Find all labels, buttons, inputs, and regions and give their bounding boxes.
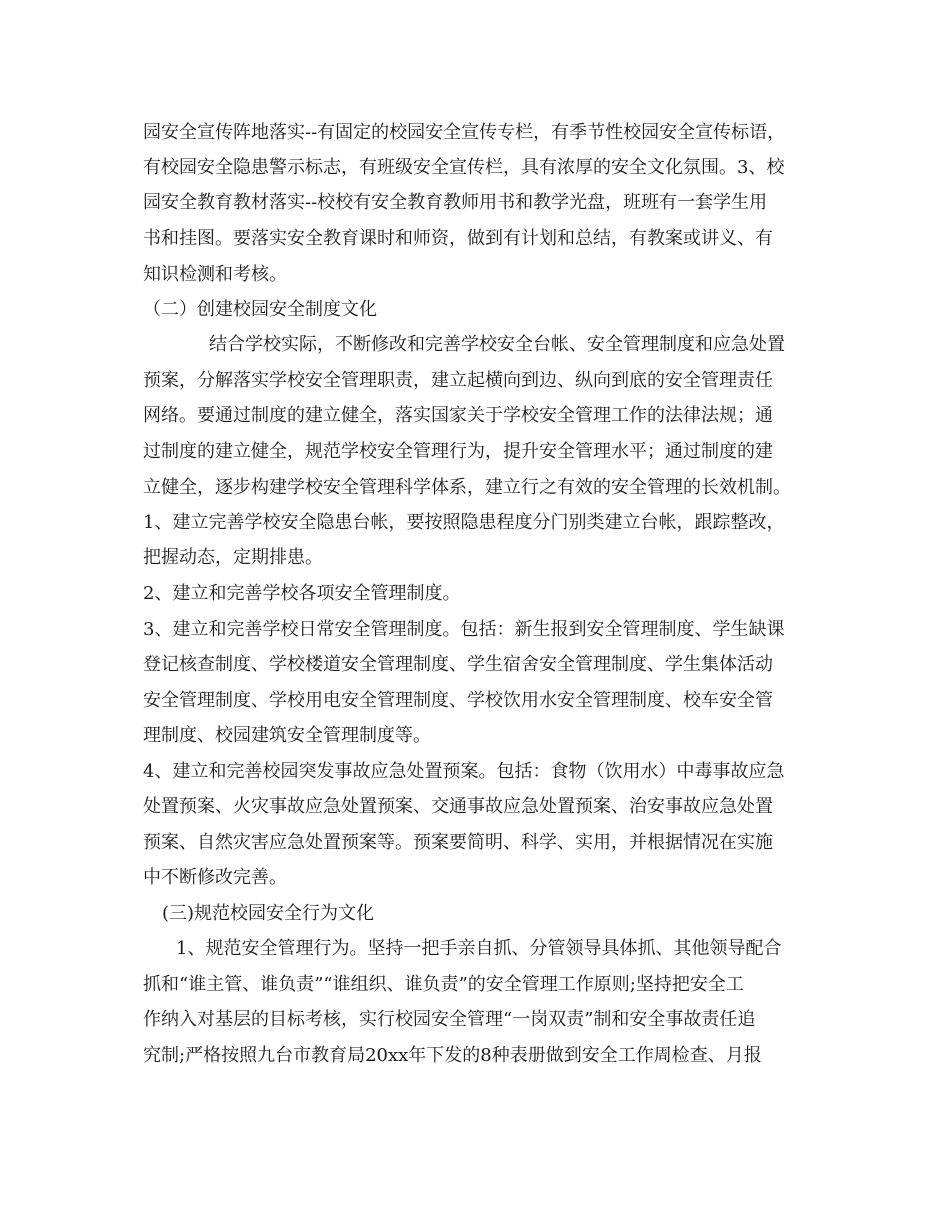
list-item-line: 2、建立和完善学校各项安全管理制度。 <box>143 583 461 604</box>
text-line: 处置预案、火灾事故应急处置预案、交通事故应急处置预案、治安事故应急处置 <box>143 796 773 817</box>
section-heading: （二）创建校园安全制度文化 <box>143 299 377 320</box>
list-item-line: 3、建立和完善学校日常安全管理制度。包括：新生报到安全管理制度、学生缺课 <box>143 619 785 640</box>
text-line: 园安全宣传阵地落实--有固定的校园安全宣传专栏，有季节性校园安全宣传标语， <box>143 122 786 143</box>
text-line: 书和挂图。要落实安全教育课时和师资，做到有计划和总结，有教案或讲义、有 <box>143 228 773 249</box>
text-line: 中不断修改完善。 <box>143 867 287 888</box>
text-line: 知识检测和考核。 <box>143 264 287 285</box>
text-line: 园安全教育教材落实--校校有安全教育教师用书和教学光盘，班班有一套学生用 <box>143 192 768 213</box>
text-line: 理制度、校园建筑安全管理制度等。 <box>143 725 431 746</box>
text-line: 过制度的建立健全，规范学校安全管理行为，提升安全管理水平；通过制度的建 <box>143 441 773 462</box>
text-line: 把握动态，定期排患。 <box>143 547 323 568</box>
list-item-line: 1、建立完善学校安全隐患台帐，要按照隐患程度分门别类建立台帐，跟踪整改， <box>143 512 785 533</box>
text-line: 安全管理制度、学校用电安全管理制度、学校饮用水安全管理制度、校车安全管 <box>143 690 773 711</box>
text-line: 立健全，逐步构建学校安全管理科学体系，建立行之有效的安全管理的长效机制。 <box>143 477 791 498</box>
text-line: 网络。要通过制度的建立健全，落实国家关于学校安全管理工作的法律法规；通 <box>143 405 773 426</box>
text-line: 有校园安全隐患警示标志，有班级安全宣传栏，具有浓厚的安全文化氛围。3、校 <box>143 157 785 178</box>
text-line: 作纳入对基层的目标考核，实行校园安全管理“一岗双责”制和安全事故责任追 <box>143 1009 756 1030</box>
text-line: 登记核查制度、学校楼道安全管理制度、学生宿舍安全管理制度、学生集体活动 <box>143 654 773 675</box>
text-line: 抓和“谁主管、谁负责”“谁组织、谁负责”的安全管理工作原则;坚持把安全工 <box>143 974 744 995</box>
text-line: 究制;严格按照九台市教育局20xx年下发的8种表册做到安全工作周检查、月报 <box>143 1045 762 1066</box>
section-heading: (三)规范校园安全行为文化 <box>162 903 375 924</box>
list-item-line: 4、建立和完善校园突发事故应急处置预案。包括：食物（饮用水）中毒事故应急 <box>143 761 785 782</box>
text-line: 预案，分解落实学校安全管理职责，建立起横向到边、纵向到底的安全管理责任 <box>143 370 773 391</box>
text-line: 预案、自然灾害应急处置预案等。预案要简明、科学、实用，并根据情况在实施 <box>143 832 773 853</box>
paragraph-first-line: 1、规范安全管理行为。坚持一把手亲自抓、分管领导具体抓、其他领导配合 <box>176 938 782 959</box>
paragraph-first-line: 结合学校实际，不断修改和完善学校安全台帐、安全管理制度和应急处置 <box>209 334 785 355</box>
